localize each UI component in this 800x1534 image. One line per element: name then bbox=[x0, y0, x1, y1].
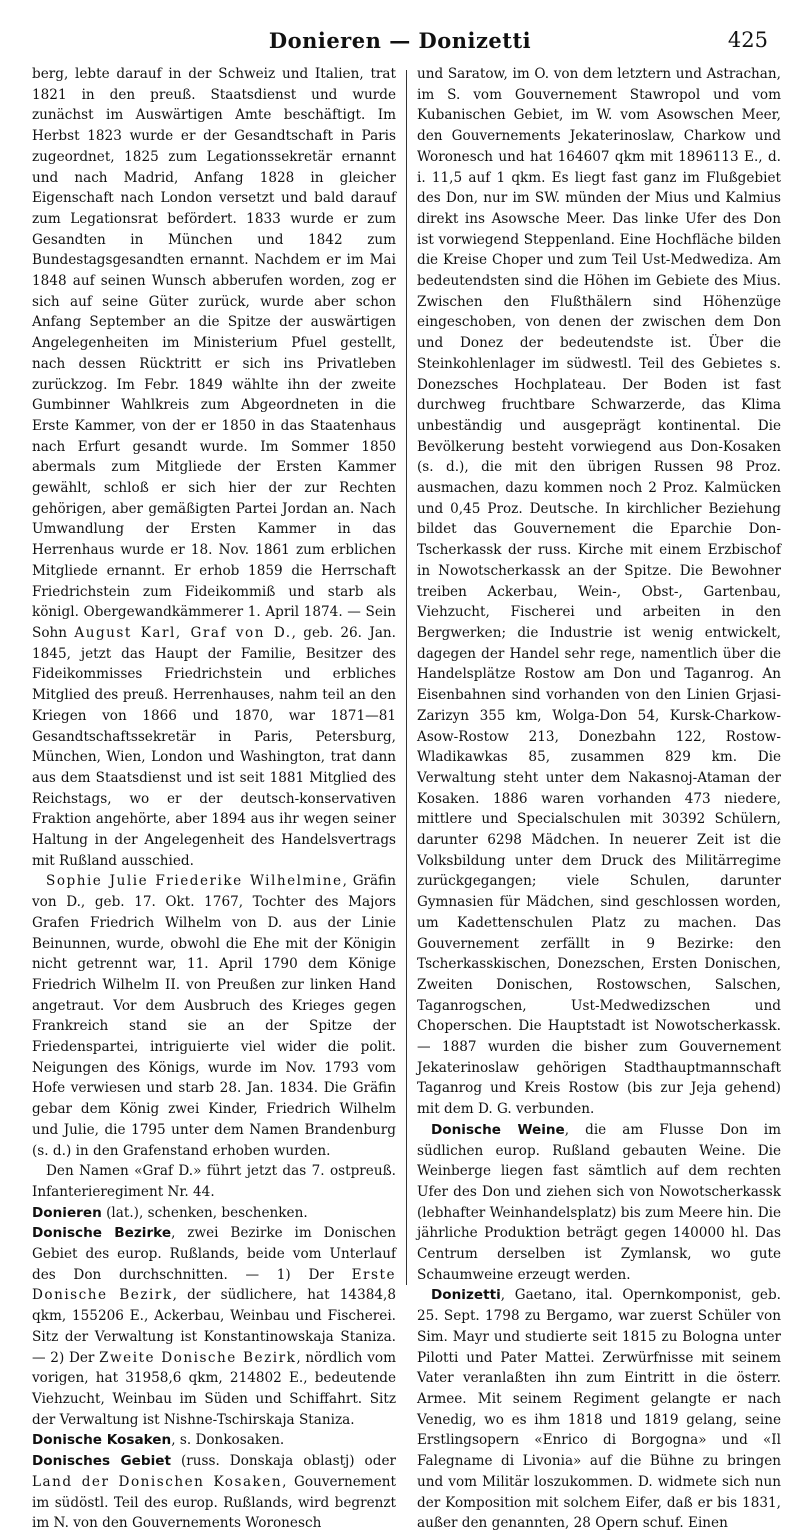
entry-donische-weine bbox=[417, 1120, 781, 1286]
headword: Donieren bbox=[32, 1204, 102, 1221]
page-number: 425 bbox=[727, 28, 768, 52]
headword: Donische Weine bbox=[431, 1121, 565, 1138]
entry-continuation bbox=[417, 64, 781, 1120]
headword: Donische Kosaken bbox=[32, 1432, 172, 1449]
entry-donische-bezirke bbox=[32, 1223, 396, 1430]
headword: Donische Bezirke bbox=[32, 1225, 172, 1242]
page-header bbox=[30, 22, 770, 62]
entry-text: , s. Donkosaken. bbox=[171, 1432, 285, 1449]
entry-text: (russ. Donskaja oblastj) oder bbox=[171, 1453, 396, 1470]
entry-text: , nördlich vom vorigen, hat 31958,6 qkm, 214802 E., bedeutende Viehzucht, Weinbau im Süden und Schiffahrt. Sitz der Verwaltung ist Nishne-Tschirskaja Staniza. bbox=[32, 1349, 397, 1428]
entry-text: Den Namen «Graf D.» führt jetzt das 7. ostpreuß. Infanterieregiment Nr. 44. bbox=[32, 1163, 396, 1200]
headword: Donizetti bbox=[431, 1287, 501, 1304]
entry-text: , geb. 26. Jan. 1845, jetzt das Haupt der Familie, Besitzer des Fideikommisses Friedrichstein und erbliches Mitglied des preuß. Herrenhauses, nahm teil an den Kriegen von 1866 und 1870, war 1871—81 Gesandtschaftssekretär in Paris, Petersburg, München, Wien, London und Washington, trat dann aus dem Staatsdienst und ist seit 1881 Mitglied des Reichstags, wo er der deutsch-konservativen Fraktion angehörte, aber 1894 aus ihr wegen seiner Haltung in der Angelegenheit des Handelsvertrags mit Rußland ausschied. bbox=[32, 624, 396, 869]
right-column bbox=[417, 64, 781, 1532]
column-divider bbox=[406, 70, 407, 1285]
entry-text: , Gouvernement im südöstl. Teil des europ. Rußlands, wird begrenzt im N. von den Gouvernements Woronesch bbox=[32, 1473, 396, 1532]
spaced-term: Erste Donische Bezirk bbox=[32, 1266, 396, 1304]
entry-donizetti bbox=[417, 1285, 781, 1533]
headword: Donisches Gebiet bbox=[32, 1453, 171, 1470]
entry-donieren bbox=[32, 1203, 396, 1224]
entry-paragraph bbox=[32, 1161, 396, 1202]
entry-continuation bbox=[32, 64, 396, 871]
spaced-term: Land der Donischen Kosaken bbox=[32, 1473, 283, 1490]
entry-text: , die am Flusse Don im südlichen europ. Rußland gebauten Weine. Die Weinberge liegen fast sämtlich auf dem rechten Ufer des Don und ziehen sich von Nowotscherkassk (lebhafter Weinhandelsplatz) bis zum Meere hin. Die jährliche Produktion beträgt gegen 140000 hl. Das Centrum derselben ist Zymlansk, wo gute Schaumweine erzeugt werden. bbox=[417, 1121, 781, 1283]
entry-text: berg, lebte darauf in der Schweiz und Italien, trat 1821 in den preuß. Staatsdienst und wurde zunächst im Auswärtigen Amte beschäftigt. Im Herbst 1823 wurde er der Gesandtschaft in Paris zugeordnet, 1825 zum Legationssekretär ernannt und nach Madrid, Anfang 1828 in gleicher Eigenschaft nach London versetzt und bald darauf zum Legationsrat befördert. 1833 wurde er zum Gesandten in München und 1842 zum Bundestagsgesandten ernannt. Nachdem er im Mai 1848 auf seinen Wunsch abberufen worden, zog er sich auf seine Güter zurück, wurde aber schon Anfang September an die Spitze der auswärtigen Angelegenheiten im Ministerium Pfuel gestellt, nach dessen Rücktritt er sich ins Privatleben zurückzog. Im Febr. 1849 wählte ihn der zweite Gumbinner Wahlkreis zum Abgeordneten in die Erste Kammer, von der er 1850 in das Staatenhaus nach Erfurt gesandt wurde. Im Sommer 1850 abermals zum Mitgliede der Ersten Kammer gewählt, schloß er sich hier der zur Rechten gehörigen, aber gemäßigten Partei Jordan an. Nach Umwandlung der Ersten Kammer in das Herrenhaus wurde er 18. Nov. 1861 zum erblichen Mitgliede ernannt. Er erhob 1859 die Herrschaft Friedrichstein zum Fideikommiß und starb als königl. Obergewandkämmerer 1. April 1874. — Sein Sohn bbox=[32, 66, 396, 641]
entry-text: , der südlichere, hat 14384,8 qkm, 155206 E., Ackerbau, Weinbau und Fischerei. Sitz der Verwaltung ist Konstantinowskaja Staniza. — 2) Der bbox=[32, 1287, 396, 1366]
running-title: Donieren — Donizetti bbox=[268, 28, 532, 53]
entry-paragraph bbox=[32, 871, 396, 1161]
entry-text: (lat.), schenken, beschenken. bbox=[101, 1204, 308, 1221]
spaced-term: Zweite Donische Bezirk bbox=[99, 1349, 297, 1366]
entry-text: , Gaetano, ital. Opernkomponist, geb. 25. Sept. 1798 zu Bergamo, war zuerst Schüler von Sim. Mayr und studierte seit 1815 zu Bologna unter Pilotti und Pater Mattei. Zerwürfnisse mit seinem Vater veranlaßten ihn zum Eintritt in die österr. Armee. Mit seinem Regiment gelangte er nach Venedig, wo es ihm 1818 und 1819 gelang, seine Erstlingsopern «Enrico di Borgogna» und «Il Falegname di Livonia» auf die Bühne zu bringen und vom Militär loszukommen. D. widmete sich nun der Komposition mit solchem Eifer, daß er bis 1831, außer den genannten, 28 Opern schuf. Einen bbox=[417, 1287, 781, 1532]
person-name: August Karl, Graf von D. bbox=[74, 624, 292, 641]
entry-text: und Saratow, im O. von dem letztern und Astrachan, im S. vom Gouvernement Stawropol und vom Kubanischen Gebiet, im W. vom Asowschen Meer, den Gouvernements Jekaterinoslaw, Charkow und Woronesch und hat 164607 qkm mit 1896113 E., d. i. 11,5 auf 1 qkm. Es liegt fast ganz im Flußgebiet des Don, nur im SW. münden der Mius und Kalmius direkt ins Asowsche Meer. Das linke Ufer des Don ist vorwiegend Steppenland. Eine Hochfläche bilden die Kreise Choper und zum Teil Ust-Medwediza. Am bedeutendsten sind die Höhen im Gebiete des Mius. Zwischen den Flußthälern sind Höhenzüge eingeschoben, von denen der zwischen dem Don und Donez der bedeutendste ist. Über die Steinkohlenlager im südwestl. Teil des Gebietes s. Donezsches Hochplateau. Der Boden ist fast durchweg fruchtbare Schwarzerde, das Klima unbeständig und ausgeprägt kontinental. Die Bevölkerung besteht vorwiegend aus Don-Kosaken (s. d.), die mit den übrigen Russen 98 Proz. ausmachen, dazu kommen noch 2 Proz. Kalmücken und 0,45 Proz. Deutsche. In kirchlicher Beziehung bildet das Gouvernement die Eparchie Don-Tscherkassk der russ. Kirche mit einem Erzbischof in Nowotscherkassk an der Spitze. Die Bewohner treiben Ackerbau, Wein-, Obst-, Gartenbau, Viehzucht, Fischerei und arbeiten in den Bergwerken; die Industrie ist wenig entwickelt, dagegen der Handel sehr rege, namentlich über die Handelsplätze Rostow am Don und Taganrog. An Eisenbahnen sind vorhanden von den Linien Grjasi-Zarizyn 355 km, Wolga-Don 54, Kursk-Charkow-Asow-Rostow 213, Donezbahn 122, Rostow-Wladikawkas 85, zusammen 829 km. Die Verwaltung steht unter dem Nakasnoj-Ataman der Kosaken. 1886 waren vorhanden 473 niedere, mittlere und Specialschulen mit 30392 Schülern, darunter 6298 Mädchen. In neuerer Zeit ist die Volksbildung unter dem Druck des Militärregime zurückgegangen; viele Schulen, darunter Gymnasien für Mädchen, sind geschlossen worden, um Kadettenschulen Platz zu machen. Das Gouvernement zerfällt in 9 Bezirke: den Tscherkasskischen, Donezschen, Ersten Donischen, Zweiten Donischen, Rostowschen, Salschen, Taganrogschen, Ust-Medwedizschen und Choperschen. Die Hauptstadt ist Nowotscherkassk. — 1887 wurden die bisher zum Gouvernement Jekaterinoslaw gehörigen Stadthauptmannschaft Taganrog und Kreis Rostow (bis zur Jeja gehend) mit dem D. G. verbunden. bbox=[417, 66, 781, 1118]
entry-text: , Gräfin von D., geb. 17. Okt. 1767, Tochter des Majors Grafen Friedrich Wilhelm von D. aus der Linie Beinunnen, wurde, obwohl die Ehe mit der Königin nicht getrennt war, 11. April 1790 dem Könige Friedrich Wilhelm II. von Preußen zur linken Hand angetraut. Vor dem Ausbruch des Krieges gegen Frankreich stand sie an der Spitze der Friedenspartei, intriguierte viel wider die polit. Neigungen des Königs, wurde im Nov. 1793 vom Hofe verwiesen und starb 28. Jan. 1834. Die Gräfin gebar dem König zwei Kinder, Friedrich Wilhelm und Julie, die 1795 unter dem Namen Brandenburg (s. d.) in den Grafenstand erhoben wurden. bbox=[32, 873, 396, 1159]
person-name: Sophie Julie Friederike Wilhelmine bbox=[46, 873, 343, 890]
entry-donische-kosaken bbox=[32, 1430, 396, 1451]
left-column bbox=[32, 64, 397, 1532]
entry-text: , zwei Bezirke im Donischen Gebiet des europ. Rußlands, beide vom Unterlauf des Don durchschnitten. — 1) Der bbox=[32, 1225, 396, 1283]
entry-donisches-gebiet bbox=[32, 1451, 396, 1534]
